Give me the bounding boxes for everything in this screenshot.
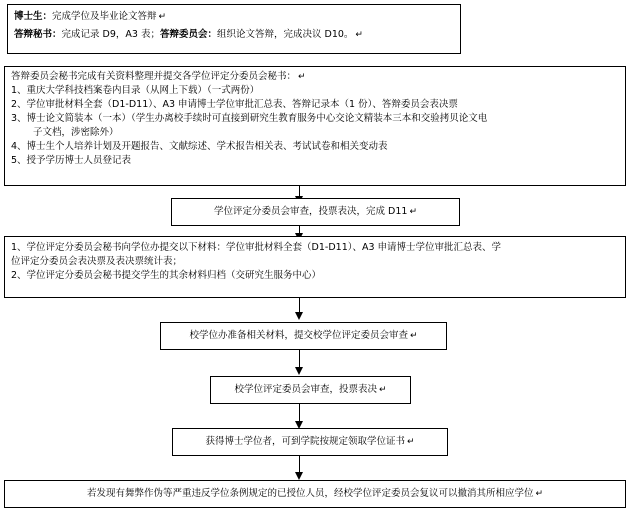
material-item-2: 2、学位审批材料全套（D1-D11）、A3 申请博士学位审批汇总表、答辩记录本（1 份）、答辩委员会表决票 [11,99,458,110]
prepare-materials-box [160,322,447,350]
defense-roles-box [7,4,461,54]
paragraph-mark-icon: ↵ [409,207,417,217]
revoke-degree-box [4,480,626,508]
sub-secretary-item-2: 2、学位评定分委员会秘书提交学生的其余材料归档（交研究生服务中心） [11,270,322,281]
sub-committee-vote-box [171,198,460,226]
school-committee-vote-box [210,376,411,404]
sub-secretary-item-1-continuation: 位评定分委员会表决票及表决票统计表； [11,256,183,267]
phd-student-line [14,10,454,24]
revoke-degree-text: 若发现有舞弊作伪等严重违反学位条例规定的已授位人员，经校学位评定委员会复议可以撤消其所相应学位 [86,488,534,499]
paragraph-mark-icon: ↵ [535,489,544,499]
phd-student-task: 完成学位及毕业论文答辩 [52,11,157,22]
material-item-3-continuation: 子文档，涉密除外） [33,127,119,138]
paragraph-mark-icon: ↵ [409,331,418,341]
paragraph-mark-icon: ↵ [406,437,415,447]
secretary-intro-text: 答辩委员会秘书完成有关资料整理并提交各学位评定分委员会秘书： [11,71,297,82]
material-item-1: 1、重庆大学科技档案卷内目录（从网上下载）（一式两份） [11,85,260,96]
defense-secretary-task: 完成记录 D9，A3 表； [61,29,160,40]
paragraph-mark-icon: ↵ [355,30,363,40]
phd-student-label: 博士生： [14,11,53,22]
secretary-intro [11,70,619,84]
defense-committee-label: 答辩委员会： [159,29,217,40]
certificate-text: 获得博士学位者，可到学院按规定领取学位证书 [205,436,405,447]
sub-committee-vote-text: 学位评定分委员会审查，投票表决，完成 D11 [214,206,408,217]
certificate-box [172,428,448,456]
secretary-materials-box [4,66,626,186]
material-item-4: 4、博士生个人培养计划及开题报告、文献综述、学术报告相关表、考试试卷和相关变动表 [11,141,388,152]
defense-secretary-label: 答辩秘书： [14,29,62,40]
material-item-5: 5、授予学历博士人员登记表 [11,155,132,166]
school-committee-vote-text: 校学位评定委员会审查，投票表决 [234,384,377,395]
paragraph-mark-icon: ↵ [158,12,167,22]
prepare-materials-text: 校学位办准备相关材料，提交校学位评定委员会审查 [189,330,408,341]
sub-secretary-item-1: 1、学位评定分委员会秘书向学位办提交以下材料：学位审批材料全套（D1-D11）、A3 申请博士学位审批汇总表、学 [11,242,502,253]
defense-committee-task: 组织论文答辩，完成决议 D10。 [216,29,354,40]
paragraph-mark-icon: ↵ [378,385,387,395]
material-item-3: 3、博士论文简装本（一本）（学生办离校手续时可直接到研究生教育服务中心交论文精装本三本和交验拷贝论文电 [11,113,488,124]
paragraph-mark-icon: ↵ [298,72,306,82]
sub-secretary-box [4,236,626,298]
secretary-committee-line [14,28,454,42]
